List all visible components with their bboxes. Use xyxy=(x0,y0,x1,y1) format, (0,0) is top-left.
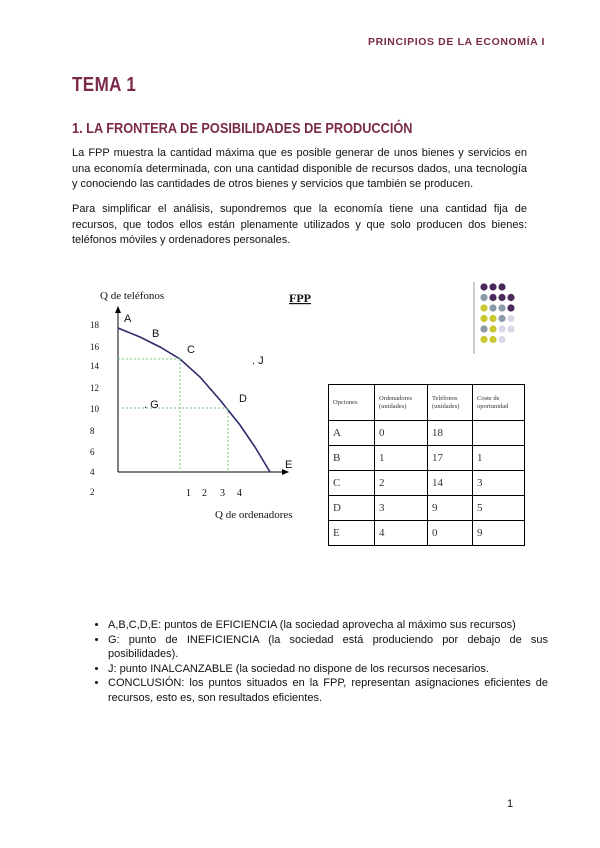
table-cell: 5 xyxy=(473,496,525,521)
decorative-dot xyxy=(489,283,496,290)
table-cell xyxy=(473,421,525,446)
paragraph-assumptions: Para simplificar el análisis, supondremos que la economía tiene una cantidad fija de recursos, que todos ellos están plenamente utilizados y que solo producen dos bienes: teléfonos móviles y ordenadores personales. xyxy=(72,203,527,246)
paragraph-definition: La FPP muestra la cantidad máxima que es posible generar de unos bienes y servicios en una economía determinada, con una cantidad disponible de recursos dados, una tecnología y conociendo las cantidades de otros bienes y servicios que también se producen. xyxy=(72,147,527,190)
x-axis-label: Q de ordenadores xyxy=(215,509,293,521)
table-row xyxy=(329,471,525,496)
table-row xyxy=(329,446,525,471)
table-cell: 3 xyxy=(473,471,525,496)
table-cell: 4 xyxy=(375,521,428,546)
y-tick-label: 12 xyxy=(90,383,99,393)
decorative-dot xyxy=(498,294,505,301)
table-cell: 9 xyxy=(428,496,473,521)
y-tick-label: 10 xyxy=(90,404,99,414)
decorative-dot xyxy=(507,325,514,332)
x-tick-label: 4 xyxy=(237,488,242,499)
table-cell: E xyxy=(329,521,375,546)
decorative-dot xyxy=(498,304,505,311)
table-cell: 0 xyxy=(375,421,428,446)
x-tick-label: 3 xyxy=(220,488,225,499)
decorative-dot xyxy=(489,304,496,311)
point-label-c: C xyxy=(187,344,195,356)
point-label-e: E xyxy=(285,459,293,471)
table-cell: 3 xyxy=(375,496,428,521)
table-cell: 1 xyxy=(473,446,525,471)
list-item: • A,B,C,D,E: puntos de EFICIENCIA (la sociedad aprovecha al máximo sus recursos) xyxy=(108,618,548,633)
point-label-d: D xyxy=(239,393,247,405)
list-item: • G: punto de INEFICIENCIA (la sociedad está produciendo por debajo de sus posibilidades). xyxy=(108,633,548,662)
y-tick-label: 18 xyxy=(90,320,99,330)
decorative-dot xyxy=(480,315,487,322)
list-item: • J: punto INALCANZABLE (la sociedad no dispone de los recursos necesarios. xyxy=(108,662,548,677)
decorative-dot xyxy=(498,336,505,343)
table-header-row xyxy=(329,385,525,421)
decorative-dot xyxy=(480,325,487,332)
decorative-dot xyxy=(489,336,496,343)
point-label-b: B xyxy=(152,328,160,340)
table-cell: 0 xyxy=(428,521,473,546)
chart-title: FPP xyxy=(289,291,311,305)
decorative-dot xyxy=(507,304,514,311)
table-cell: C xyxy=(329,471,375,496)
decorative-dot xyxy=(498,315,505,322)
point-label-a: A xyxy=(124,313,132,325)
decorative-dot xyxy=(480,336,487,343)
table-cell: B xyxy=(329,446,375,471)
table-header-cell: Opciones xyxy=(329,385,375,421)
y-axis-arrow xyxy=(115,306,121,313)
decorative-dot xyxy=(498,325,505,332)
y-tick-label: 4 xyxy=(90,467,95,477)
options-table xyxy=(328,384,525,546)
y-tick-label: 6 xyxy=(90,447,95,457)
decorative-dot xyxy=(480,294,487,301)
table-row xyxy=(329,421,525,446)
y-tick-label: 14 xyxy=(90,361,99,371)
page-title: TEMA 1 xyxy=(72,74,137,96)
running-header: PRINCIPIOS DE LA ECONOMÍA I xyxy=(367,36,545,48)
table-cell: 1 xyxy=(375,446,428,471)
decorative-dots xyxy=(470,282,530,354)
point-label-j: . J xyxy=(252,355,264,367)
y-tick-label: 16 xyxy=(90,342,99,352)
point-label-g: . G xyxy=(144,399,159,411)
table-row xyxy=(329,496,525,521)
table-header-cell: Coste de oportunidad xyxy=(473,385,525,421)
decorative-dot xyxy=(480,283,487,290)
decorative-dot xyxy=(489,325,496,332)
y-axis-label: Q de teléfonos xyxy=(100,290,165,302)
decorative-dot xyxy=(507,315,514,322)
decorative-dot xyxy=(489,294,496,301)
table-row xyxy=(329,521,525,546)
table-cell: 14 xyxy=(428,471,473,496)
x-tick-label: 2 xyxy=(202,488,207,499)
list-item: • CONCLUSIÓN: los puntos situados en la FPP, representan asignaciones eficientes de recursos, esto es, son resultados eficientes. xyxy=(108,676,548,705)
x-tick-label: 1 xyxy=(186,488,191,499)
table-cell: 9 xyxy=(473,521,525,546)
page-number: 1 xyxy=(507,798,514,810)
table-cell: D xyxy=(329,496,375,521)
section-title: 1. LA FRONTERA DE POSIBILIDADES DE PRODUCCIÓN xyxy=(72,120,413,137)
y-tick-label: 2 xyxy=(90,487,95,497)
table-header-cell: Ordenadores (unidades) xyxy=(375,385,428,421)
decorative-dot xyxy=(498,283,505,290)
decorative-dot xyxy=(507,294,514,301)
fpp-chart xyxy=(80,282,320,527)
y-tick-label: 8 xyxy=(90,426,95,436)
table-cell: A xyxy=(329,421,375,446)
table-header-cell: Teléfonos (unidades) xyxy=(428,385,473,421)
decorative-dot xyxy=(489,315,496,322)
decorative-dot xyxy=(480,304,487,311)
table-cell: 2 xyxy=(375,471,428,496)
table-cell: 17 xyxy=(428,446,473,471)
conclusions-list xyxy=(88,618,548,705)
table-cell: 18 xyxy=(428,421,473,446)
